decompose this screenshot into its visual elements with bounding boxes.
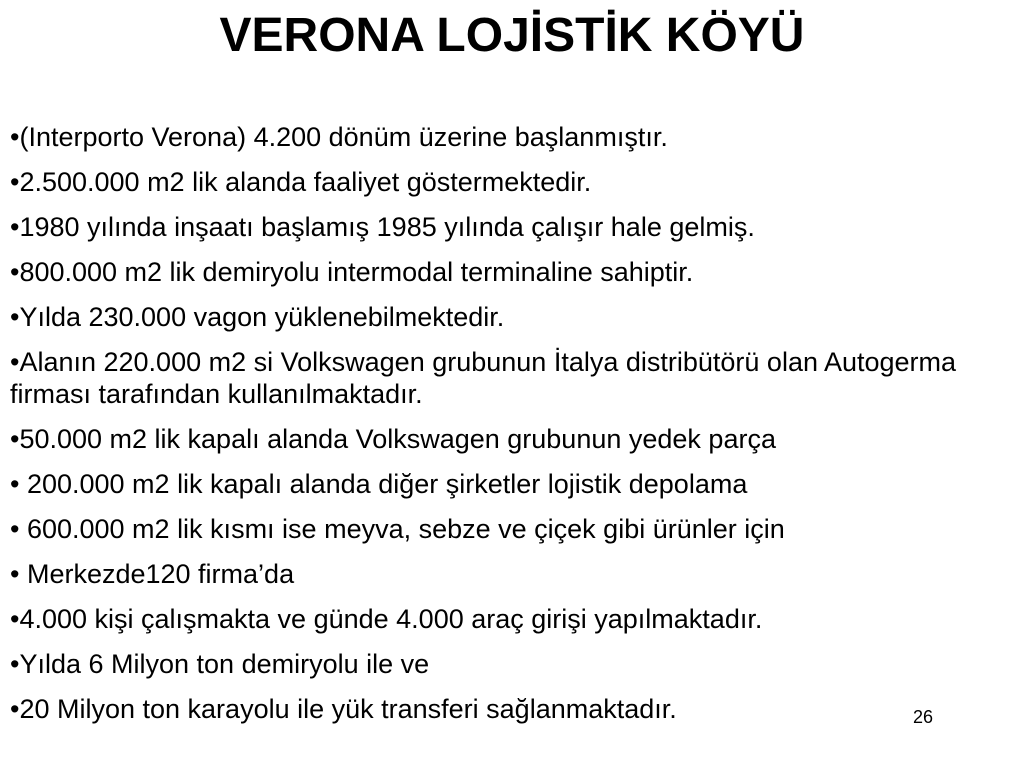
bullet-item: •4.000 kişi çalışmakta ve günde 4.000 araç girişi yapılmaktadır.: [10, 604, 763, 634]
slide-number: 26: [913, 707, 934, 727]
bullet-item: •20 Milyon ton karayolu ile yük transferi sağlanmaktadır.: [10, 694, 677, 724]
bullet-item: •2.500.000 m2 lik alanda faaliyet göstermektedir.: [10, 167, 592, 197]
bullet-item: •Alanın 220.000 m2 si Volkswagen grubunun İtalya distribütörü olan Autogerma firması tarafından kullanılmaktadır.: [10, 347, 957, 409]
bullet-list: [10, 121, 1015, 738]
bullet-item: •Yılda 230.000 vagon yüklenebilmektedir.: [10, 302, 505, 332]
bullet-item: • 600.000 m2 lik kısmı ise meyva, sebze ve çiçek gibi ürünler için: [10, 514, 785, 544]
bullet-item: •Yılda 6 Milyon ton demiryolu ile ve: [10, 649, 430, 679]
bullet-item: •1980 yılında inşaatı başlamış 1985 yılında çalışır hale gelmiş.: [10, 212, 755, 242]
bullet-item: •(Interporto Verona) 4.200 dönüm üzerine başlanmıştır.: [10, 122, 668, 152]
bullet-item: • Merkezde120 firma’da: [10, 559, 295, 589]
bullet-item: •800.000 m2 lik demiryolu intermodal terminaline sahiptir.: [10, 257, 694, 287]
slide-title: VERONA LOJİSTİK KÖYÜ: [219, 9, 805, 62]
bullet-item: • 200.000 m2 lik kapalı alanda diğer şirketler lojistik depolama: [10, 469, 748, 499]
bullet-item: •50.000 m2 lik kapalı alanda Volkswagen grubunun yedek parça: [10, 424, 776, 454]
